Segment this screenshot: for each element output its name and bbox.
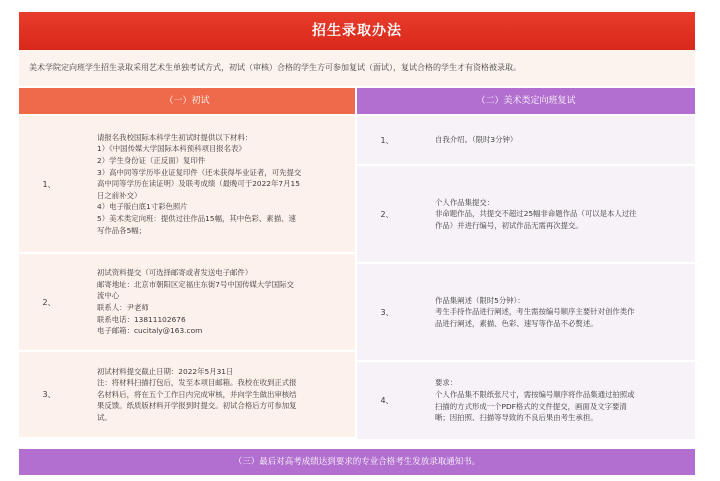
text-line: 1）《中国传媒大学国际本科预科项目报名表》 — [97, 144, 246, 154]
row-text — [97, 352, 345, 437]
page-title: 招生录取办法 — [19, 12, 695, 50]
text-line: 流中心 — [97, 291, 120, 301]
retest-column — [357, 88, 695, 439]
row-text — [435, 116, 685, 164]
table-row — [357, 264, 695, 360]
row-number: 1、 — [42, 179, 56, 189]
text-line: 名材料后，将在五个工作日内完成审核，并向学生做出审核结 — [97, 389, 297, 399]
text-line: 5）美术类定向班：提供过往作品15幅，其中色彩、素描、速 — [97, 213, 296, 223]
text-line: 初试材料提交截止日期：2022年5月31日 — [97, 366, 234, 376]
columns — [19, 88, 695, 423]
text-line: 品进行阐述，素描、色彩、速写等作品不必赘述。 — [435, 318, 598, 328]
email-address[interactable]: 电子邮箱：cucitaly@163.com — [97, 326, 203, 336]
text-line: 写作品各5幅； — [97, 225, 147, 235]
retest-header: （二）美术类定向班复试 — [357, 88, 695, 114]
text-line: 要求： — [435, 378, 458, 388]
text-line: 日之前补交） — [97, 190, 142, 200]
row-text — [435, 264, 685, 360]
table-row — [357, 166, 695, 262]
text-line: 晰；因拍照、扫描等导致的不良后果由考生承担。 — [435, 413, 598, 423]
admission-notice-footer: （三）最后对高考成绩达到要求的专业合格考生发放录取通知书。 — [19, 449, 695, 475]
row-number: 2、 — [380, 209, 394, 219]
row-number: 1、 — [380, 135, 394, 145]
text-line: 2）学生身份证（正反面）复印件 — [97, 156, 206, 166]
row-number: 2、 — [42, 297, 56, 307]
text-line: 联系人：尹老师 — [97, 303, 149, 312]
table-row — [19, 254, 355, 350]
row-number: 3、 — [380, 307, 394, 317]
initial-exam-column — [19, 88, 355, 437]
text-line: 联系电话：13811102676 — [97, 314, 186, 324]
row-number: 4、 — [380, 396, 394, 405]
text-line: 请报名我校国际本科学生初试时提供以下材料： — [97, 132, 253, 142]
text-line: 非命题作品，共提交不超过25幅非命题作品（可以是本人过往 — [435, 209, 637, 219]
initial-exam-header: （一）初试 — [19, 88, 355, 114]
text-line: 初试资料提交（可选择邮寄或者发送电子邮件） — [97, 268, 253, 278]
table-row — [19, 116, 355, 252]
text-line: 个人作品集提交： — [435, 197, 495, 207]
intro-text: 美术学院定向班学生招生录取采用艺术生单独考试方式，初试（审核）合格的学生方可参加复试（面试），复试合格的学生才有资格被录取。 — [19, 50, 695, 86]
text-line: 邮寄地址：北京市朝阳区定福庄东街7号中国传媒大学国际交 — [97, 279, 294, 289]
text-line: 4）电子版白底1寸彩色照片 — [97, 202, 188, 212]
text-line: 自我介绍。（限时3分钟） — [435, 135, 518, 145]
text-line: 注：将材料扫描打包后，发至本项目邮箱。我校在收到正式报 — [97, 378, 297, 388]
text-line: 3）高中同等学历毕业证复印件（还未获得毕业证者，可先提交 — [97, 167, 302, 177]
text-line: 作品集阐述（限时5分钟）： — [435, 295, 525, 305]
table-row — [19, 352, 355, 437]
text-line: 作品）并进行编号，初试作品无需再次提交。 — [435, 220, 583, 230]
text-line: 果反馈。纸质版材料开学报到时提交。初试合格后方可参加复 — [97, 401, 297, 411]
row-number: 3、 — [42, 390, 56, 399]
admission-panel — [19, 12, 695, 467]
row-text — [97, 254, 345, 350]
table-row — [357, 362, 695, 439]
row-text — [97, 116, 345, 252]
text-line: 个人作品集不限纸张尺寸，需按编号顺序将作品集通过拍照或 — [435, 389, 635, 399]
text-line: 扫描的方式形成一个PDF格式的文件提交，画面及文字要清 — [435, 401, 627, 411]
table-row — [357, 116, 695, 164]
row-text — [435, 166, 685, 262]
text-line: 试。 — [97, 412, 112, 422]
row-text — [435, 362, 685, 439]
text-line: 考生手持作品进行阐述，考生需按编号顺序主要针对创作类作 — [435, 307, 635, 317]
text-line: 高中同等学历在读证明）及联考成绩（最晚可于2022年7月15 — [97, 179, 300, 189]
